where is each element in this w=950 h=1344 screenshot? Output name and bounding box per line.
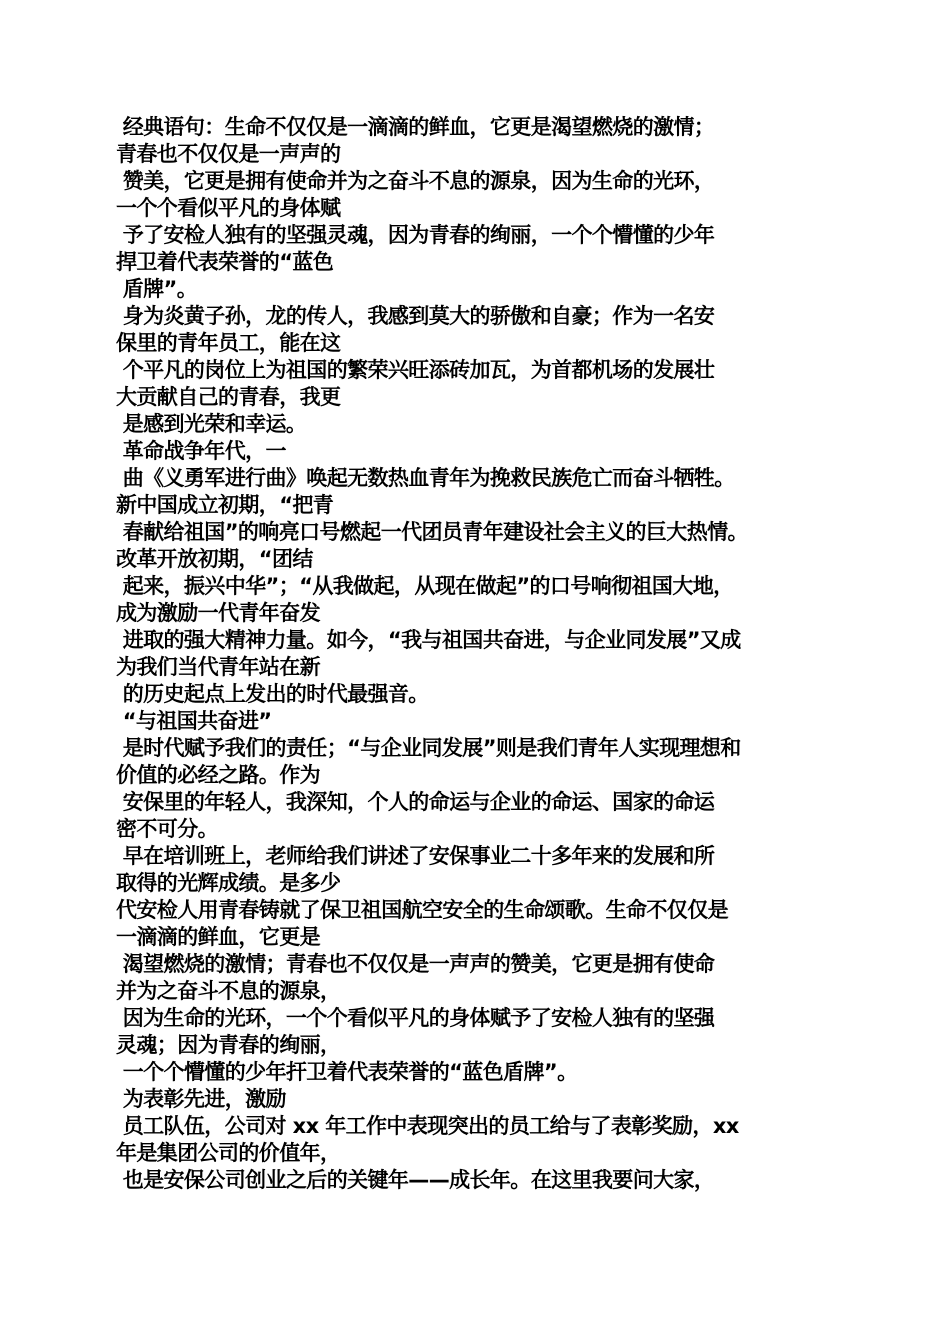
- text-line: 取得的光辉成绩。是多少: [116, 871, 341, 895]
- text-line: 个平凡的岗位上为祖国的繁荣兴旺添砖加瓦，为首都机场的发展壮: [116, 358, 715, 382]
- text-line: 为我们当代青年站在新: [116, 655, 320, 679]
- text-line: 一个个看似平凡的身体赋: [116, 196, 341, 220]
- text-line: 也是安保公司创业之后的关键年——成长年。在这里我要问大家，: [116, 1168, 715, 1192]
- text-line: 起来，振兴中华”；“从我做起，从现在做起”的口号响彻祖国大地，: [116, 574, 734, 598]
- text-line: 身为炎黄子孙，龙的传人，我感到莫大的骄傲和自豪；作为一名安: [116, 304, 715, 328]
- text-line: 新中国成立初期，“把青: [116, 493, 334, 517]
- text-line: 并为之奋斗不息的源泉，: [116, 979, 341, 1003]
- text-line: 年是集团公司的价值年，: [116, 1141, 341, 1165]
- text-line: 一滴滴的鲜血，它更是: [116, 925, 320, 949]
- text-line: 因为生命的光环，一个个看似平凡的身体赋予了安检人独有的坚强: [116, 1006, 715, 1030]
- text-line: 灵魂；因为青春的绚丽，: [116, 1033, 341, 1057]
- text-line: 春献给祖国”的响亮口号燃起一代团员青年建设社会主义的巨大热情。: [116, 520, 748, 544]
- text-line: 经典语句：生命不仅仅是一滴滴的鲜血，它更是渴望燃烧的激情；: [116, 115, 715, 139]
- text-line: 盾牌”。: [116, 277, 198, 301]
- text-line: 为表彰先进，激励: [116, 1087, 286, 1111]
- text-line: 是感到光荣和幸运。: [116, 412, 307, 436]
- text-line: 青春也不仅仅是一声声的: [116, 142, 341, 166]
- text-line: 的历史起点上发出的时代最强音。: [116, 682, 429, 706]
- text-line: 渴望燃烧的激情；青春也不仅仅是一声声的赞美，它更是拥有使命: [116, 952, 715, 976]
- text-line: 是时代赋予我们的责任；“与企业同发展”则是我们青年人实现理想和: [116, 736, 741, 760]
- text-line: 价值的必经之路。作为: [116, 763, 320, 787]
- text-line: 大贡献自己的青春，我更: [116, 385, 341, 409]
- text-line: 员工队伍，公司对 xx 年工作中表现突出的员工给与了表彰奖励，xx: [116, 1114, 739, 1138]
- text-line: 早在培训班上，老师给我们讲述了安保事业二十多年来的发展和所: [116, 844, 715, 868]
- text-line: 密不可分。: [116, 817, 218, 841]
- text-line: 代安检人用青春铸就了保卫祖国航空安全的生命颂歌。生命不仅仅是: [116, 898, 728, 922]
- text-line: 革命战争年代，一: [116, 439, 286, 463]
- text-line: “与祖国共奋进”: [116, 709, 272, 733]
- text-line: 曲《义勇军进行曲》唤起无数热血青年为挽救民族危亡而奋斗牺牲。: [116, 466, 735, 490]
- text-line: 一个个懵懂的少年扞卫着代表荣誉的“蓝色盾牌”。: [116, 1060, 578, 1084]
- text-line: 保里的青年员工，能在这: [116, 331, 341, 355]
- text-line: 予了安检人独有的坚强灵魂，因为青春的绚丽，一个个懵懂的少年: [116, 223, 715, 247]
- text-line: 安保里的年轻人，我深知，个人的命运与企业的命运、国家的命运: [116, 790, 715, 814]
- text-line: 成为激励一代青年奋发: [116, 601, 320, 625]
- text-line: 捍卫着代表荣誉的“蓝色: [116, 250, 334, 274]
- text-line: 进取的强大精神力量。如今，“我与祖国共奋进，与企业同发展”又成: [116, 628, 741, 652]
- document-body: [116, 114, 846, 1194]
- text-line: 改革开放初期，“团结: [116, 547, 313, 571]
- text-line: 赞美，它更是拥有使命并为之奋斗不息的源泉，因为生命的光环，: [116, 169, 715, 193]
